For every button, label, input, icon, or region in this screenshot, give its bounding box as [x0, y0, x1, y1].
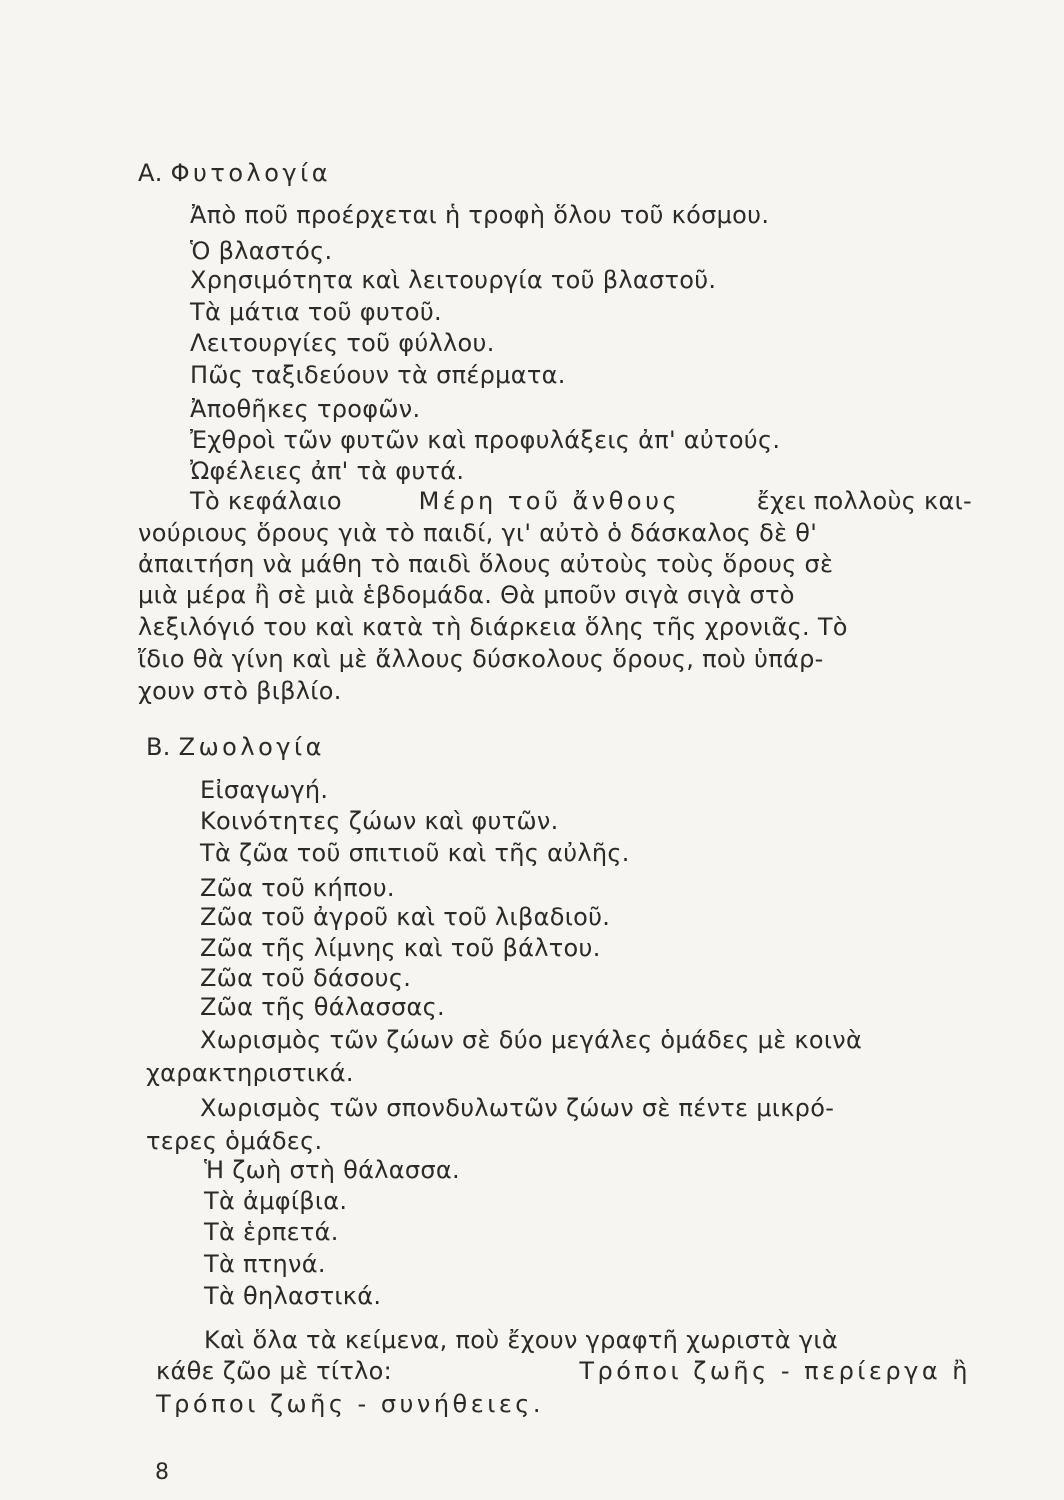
- page-number: 8: [155, 1460, 169, 1485]
- section-b-label: Β.: [146, 733, 171, 761]
- list-item: Τὰ ἀμφίβια.: [204, 1187, 348, 1215]
- list-item: Ἀπὸ ποῦ προέρχεται ἡ τροφὴ ὅλου τοῦ κόσμου.: [190, 201, 770, 229]
- paragraph-line: ἴδιο θὰ γίνη καὶ μὲ ἄλλους δύσκολους ὅρους, ποὺ ὑπάρ-: [138, 645, 824, 673]
- list-item: Κοινότητες ζώων καὶ φυτῶν.: [200, 807, 559, 835]
- list-item: Πῶς ταξιδεύουν τὰ σπέρματα.: [190, 361, 566, 389]
- paragraph-line: ἀπαιτήση νὰ μάθη τὸ παιδὶ ὅλους αὐτοὺς τοὺς ὅρους σὲ: [138, 550, 834, 578]
- list-item: Ζῶα τοῦ δάσους.: [200, 964, 412, 992]
- list-item: Τὰ πτηνά.: [204, 1250, 326, 1278]
- list-item: Ζῶα τῆς λίμνης καὶ τοῦ βάλτου.: [200, 934, 601, 962]
- paragraph-line: χουν στὸ βιβλίο.: [138, 677, 342, 705]
- list-item: Τὰ ζῶα τοῦ σπιτιοῦ καὶ τῆς αὐλῆς.: [200, 839, 630, 867]
- closing-intro: κάθε ζῶο μὲ τίτλο:: [156, 1357, 392, 1385]
- list-item: Ζῶα τῆς θάλασσας.: [200, 993, 445, 1021]
- paragraph-line: τερες ὁμάδες.: [146, 1127, 323, 1155]
- paragraph-line: Χωρισμὸς τῶν σπονδυλωτῶν ζώων σὲ πέντε μικρό-: [200, 1094, 835, 1122]
- section-a-label: Α.: [138, 159, 163, 187]
- paragraph-line: Χωρισμὸς τῶν ζώων σὲ δύο μεγάλες ὁμάδες μὲ κοινὰ: [200, 1026, 863, 1054]
- section-b-heading: [146, 732, 325, 762]
- list-item: Χρησιμότητα καὶ λειτουργία τοῦ βλαστοῦ.: [190, 266, 717, 294]
- closing-emphasis: Τρόποι ζωῆς - περίεργα ἢ: [579, 1357, 971, 1385]
- list-item: Ἀποθῆκες τροφῶν.: [190, 395, 421, 423]
- closing-emphasis: Τρόποι ζωῆς - συνήθειες.: [156, 1390, 545, 1418]
- list-item: Εἰσαγωγή.: [200, 776, 329, 804]
- paragraph-line: νούριους ὅρους γιὰ τὸ παιδί, γι' αὐτὸ ὁ δάσκαλος δὲ θ': [138, 519, 818, 547]
- list-item: Ὁ βλαστός.: [190, 237, 333, 265]
- paragraph-line: μιὰ μέρα ἢ σὲ μιὰ ἑβδομάδα. Θὰ μποῦν σιγὰ σιγὰ στὸ: [138, 581, 795, 609]
- paragraph-rest: ἔχει πολλοὺς και-: [756, 487, 972, 515]
- list-item: Ὠφέλειες ἀπ' τὰ φυτά.: [190, 457, 465, 485]
- paragraph-emphasis: Μέρη τοῦ ἄνθους: [418, 487, 681, 515]
- section-a-heading: [138, 158, 331, 188]
- paragraph-intro: Τὸ κεφάλαιο: [190, 487, 342, 515]
- list-item: Ζῶα τοῦ ἀγροῦ καὶ τοῦ λιβαδιοῦ.: [200, 903, 611, 931]
- list-item: Τὰ ἑρπετά.: [204, 1218, 339, 1246]
- list-item: Λειτουργίες τοῦ φύλλου.: [190, 329, 495, 357]
- list-item: Τὰ μάτια τοῦ φυτοῦ.: [190, 298, 442, 326]
- list-item: Ἐχθροὶ τῶν φυτῶν καὶ προφυλάξεις ἀπ' αὐτούς.: [190, 426, 781, 454]
- paragraph-line: χαρακτηριστικά.: [146, 1059, 354, 1087]
- list-item: Ζῶα τοῦ κήπου.: [200, 874, 395, 902]
- list-item: Ἡ ζωὴ στὴ θάλασσα.: [204, 1156, 460, 1184]
- section-b-title: Ζωολογία: [178, 733, 325, 761]
- list-item: Τὰ θηλαστικά.: [204, 1282, 382, 1310]
- paragraph-line: [190, 486, 972, 516]
- paragraph-line: [156, 1356, 971, 1386]
- paragraph-line: Καὶ ὅλα τὰ κείμενα, ποὺ ἔχουν γραφτῆ χωριστὰ γιὰ: [204, 1326, 838, 1354]
- section-a-title: Φυτολογία: [170, 159, 332, 187]
- paragraph-line: λεξιλόγιό του καὶ κατὰ τὴ διάρκεια ὅλης τῆς χρονιᾶς. Τὸ: [138, 613, 848, 641]
